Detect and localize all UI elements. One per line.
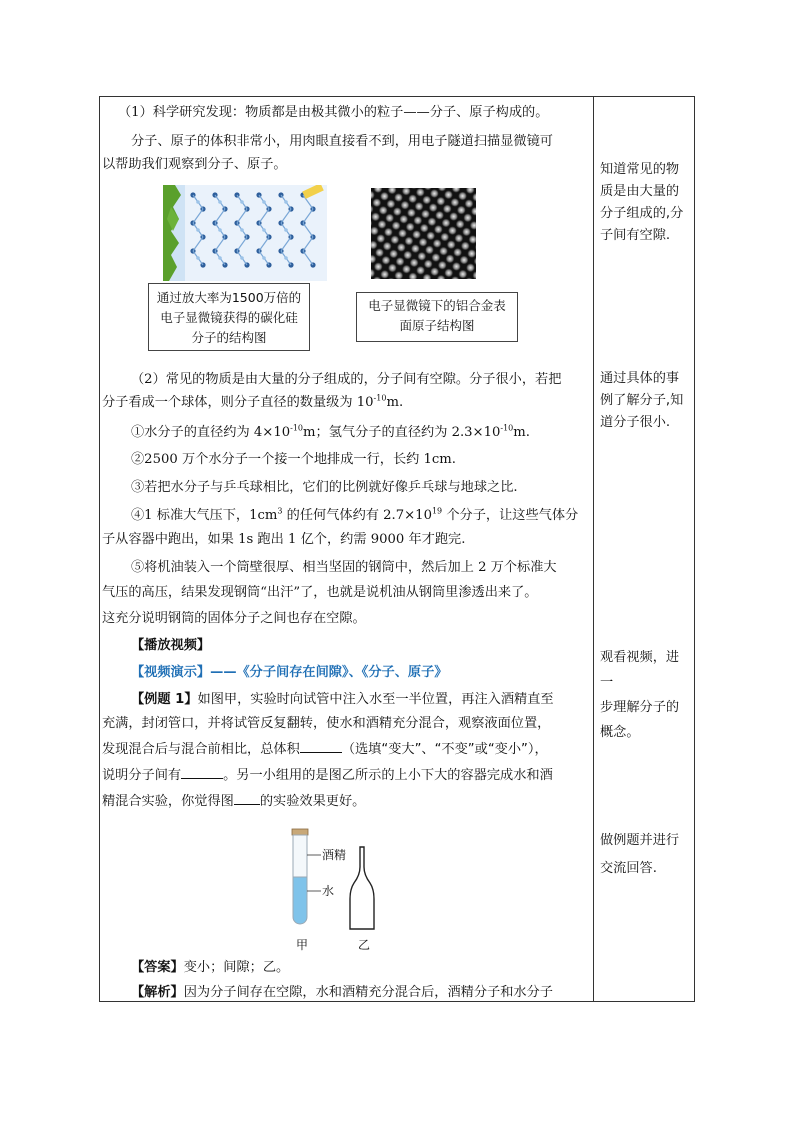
answer-blank-1[interactable] — [300, 740, 342, 753]
item-5c: 这充分说明钢筒的固体分子之间也存在空隙。 — [102, 611, 366, 626]
item-4a: ④1 标准大气压下，$1cm^3$ 的任何气体约有 $2.7\times 10^{19}$ 个分子，让这些气体分 — [131, 506, 579, 523]
example-line-4: 说明分子间有 。另一小组用的是图乙所示的上小下大的容器完成水和酒 — [102, 768, 553, 783]
caption-sic: 通过放大率为1500万倍的电子显微镜获得的碳化硅分子的结构图 — [148, 283, 310, 351]
example-line-3: 发现混合后与混合前相比，总体积 （选填“变大”、“不变”或“变小”）， — [102, 742, 548, 757]
label-alcohol: 酒精 — [322, 848, 347, 862]
paragraph-3a: （2）常见的物质是由大量的分子组成的，分子间有空隙。分子很小，若把 — [131, 372, 562, 387]
paragraph-2b: 以帮助我们观察到分子、原子。 — [102, 157, 287, 172]
paragraph-2a: 分子、原子的体积非常小，用肉眼直接看不到，用电子隧道扫描显微镜可 — [131, 134, 553, 149]
caption-aluminum: 电子显微镜下的铝合金表面原子结构图 — [356, 292, 518, 342]
side-note-3: 观看视频，进一 步理解分子的 概念。 — [600, 650, 680, 740]
side-note-2: 通过具体的事 例了解分子,知 道分子很小. — [600, 371, 684, 430]
paragraph-3b: 分子看成一个球体，则分子直径的数量级为 $10^{-10}m$. — [102, 393, 404, 410]
side-column — [594, 97, 694, 1001]
item-2: ②2500 万个水分子一个接一个地排成一行，长约 1cm. — [131, 452, 456, 467]
label-water: 水 — [322, 884, 335, 898]
main-column — [100, 97, 593, 1001]
sic-structure-image — [163, 185, 327, 281]
aluminum-atoms-image — [371, 188, 476, 279]
item-3: ③若把水分子与乒乓球相比，它们的比例就好像乒乓球与地球之比. — [131, 480, 518, 495]
experiment-figure — [280, 825, 400, 945]
item-5b: 气压的高压，结果发现钢筒“出汗”了，也就是说机油从钢筒里渗透出来了。 — [102, 585, 538, 600]
video-demo-label: 【视频演示】 — [131, 665, 211, 680]
answer-line: 【答案】变小；间隙；乙。 — [131, 960, 290, 975]
play-video-heading: 【播放视频】 — [131, 638, 211, 653]
example-line-2: 充满，封闭管口，并将试管反复翻转，使水和酒精充分混合，观察液面位置， — [102, 716, 551, 731]
label-jia: 甲 — [296, 938, 309, 952]
video-demo-link[interactable]: ——《分子间存在间隙》、《分子、原子》 — [210, 665, 448, 680]
example-line-1: 【例题 1】如图甲，实验时向试管中注入水至一半位置，再注入酒精直至 — [131, 692, 554, 707]
video-demo-line — [131, 662, 448, 683]
answer-blank-3[interactable] — [234, 792, 260, 805]
lesson-table — [99, 96, 695, 1002]
answer-blank-2[interactable] — [181, 766, 223, 779]
side-note-4: 做例题并进行 交流回答. — [600, 833, 680, 876]
label-yi: 乙 — [358, 938, 371, 952]
example-line-5: 精混合实验，你觉得图 的实验效果更好。 — [102, 794, 366, 809]
item-5a: ⑤将机油装入一个筒壁很厚、相当坚固的钢筒中，然后加上 2 万个标准大 — [131, 560, 557, 575]
paragraph-1: （1）科学研究发现：物质都是由极其微小的粒子——分子、原子构成的。 — [118, 105, 549, 120]
item-1: ①水分子的直径约为 $4\times 10^{-10}m$；氢气分子的直径约为 $2.3\times 10^{-10}m$. — [131, 423, 530, 440]
item-4b: 子从容器中跑出，如果 1s 跑出 1 亿个，约需 9000 年才跑完. — [102, 532, 466, 547]
analysis-line: 【解析】因为分子间存在空隙，水和酒精充分混合后，酒精分子和水分子 — [131, 985, 553, 1000]
side-note-1: 知道常见的物 质是由大量的 分子组成的,分 子间有空隙. — [600, 162, 684, 243]
